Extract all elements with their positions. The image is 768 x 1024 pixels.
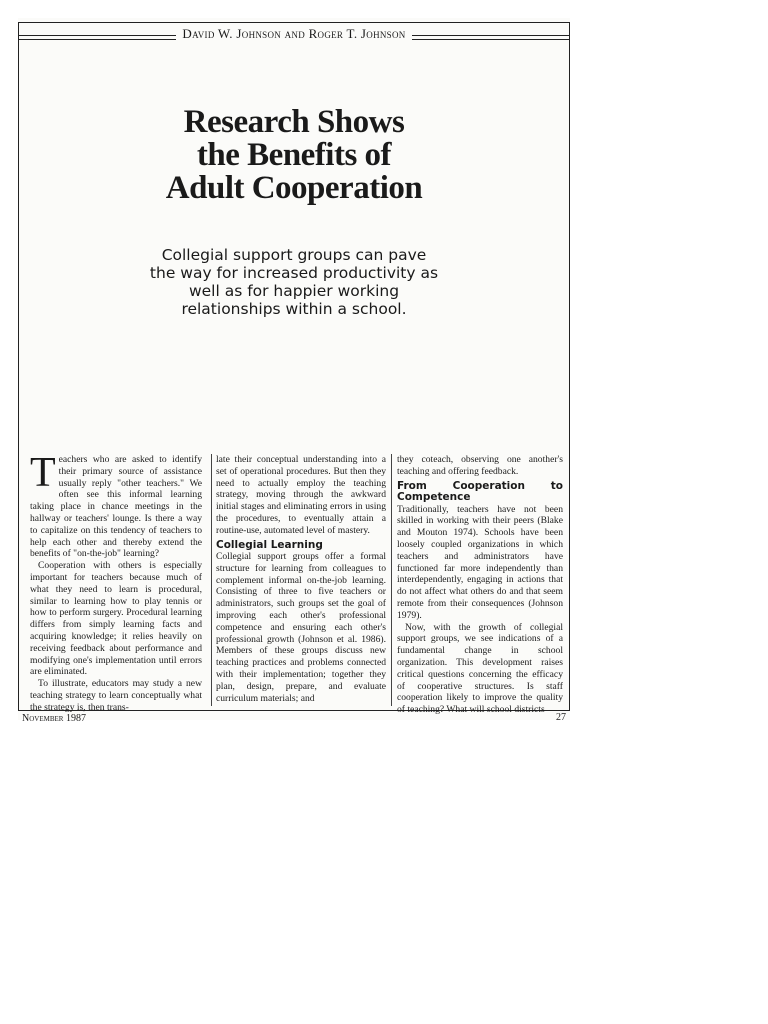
footer-date: November 1987: [22, 713, 86, 724]
article-subtitle: Collegial support groups can pave the way for increased productivity as well as for happier working relationships within a school.: [149, 246, 439, 318]
col1-paragraph-1: Teachers who are asked to identify their primary source of assistance usually reply "other teachers." We often see this informal learning taking place in chance meetings in the hallway or teachers' lounge. Is there a way to capitalize on this tendency of teachers to help each other and thereby extend the benefits of "on-the-job" learning?: [30, 450, 202, 560]
col2-paragraph-2: Collegial support groups offer a formal structure for learning from colleagues to complement informal on-the-job learning. Consisting of three to five teachers or administrators, such groups set the goal of improving each other's professional competence and ensuring each other's professional growth (Johnson et al. 1986). Members of these groups discuss new teaching practices and problems connected with their implementation; together they plan, design, prepare, and evaluate curriculum materials; and: [216, 551, 386, 704]
article-title: Research Shows the Benefits of Adult Cooperation: [165, 104, 423, 206]
column-1: [30, 450, 202, 714]
column-divider-1: [211, 454, 212, 706]
author-line: David W. Johnson and Roger T. Johnson: [18, 26, 570, 42]
column-divider-2: [391, 454, 392, 706]
col3-paragraph-1: they coteach, observing one another's teaching and offering feedback.: [397, 454, 563, 477]
col3-paragraph-3: Now, with the growth of collegial support groups, we see indications of a fundamental change in school organization. This development raises critical questions concerning the efficacy of cooperative structures. Is staff cooperation likely to improve the quality of teaching? What will school districts: [397, 621, 563, 716]
col1-paragraph-3: To illustrate, educators may study a new teaching strategy to learn conceptually what the strategy is, then trans-: [30, 678, 202, 713]
col3-paragraph-2: Traditionally, teachers have not been skilled in working with their peers (Blake and Mouton 1974). Schools have been loosely coupled organizations in which teachers and administrators have functioned far more independently than interdependently, engaging in actions that do not affect what others do and that seem remote from their consequences (Johnson 1979).: [397, 503, 563, 621]
section-heading-cooperation-competence: From Cooperation to Competence: [397, 479, 563, 504]
column-3: [397, 454, 563, 716]
col2-paragraph-1: late their conceptual understanding into a set of operational procedures. But then they need to actually employ the teaching strategy, moving through the awkward initial stages and eliminating errors in using the procedures, to eventually attain a routine-use, automated level of mastery.: [216, 454, 386, 536]
header-rule-top: [18, 22, 570, 23]
page-number: 27: [556, 712, 566, 723]
section-heading-collegial-learning: Collegial Learning: [216, 538, 323, 551]
col1-paragraph-2: Cooperation with others is especially important for teachers because much of what they need to learn is procedural, similar to learning how to play tennis or how to perform surgery. Procedural learning differs from simply learning facts and acquiring knowledge; it relies heavily on receiving feedback about performance and modifying one's implementation until errors are eliminated.: [30, 560, 202, 678]
journal-page: [18, 18, 570, 724]
column-2: [216, 454, 386, 704]
drop-cap: T: [30, 450, 56, 496]
